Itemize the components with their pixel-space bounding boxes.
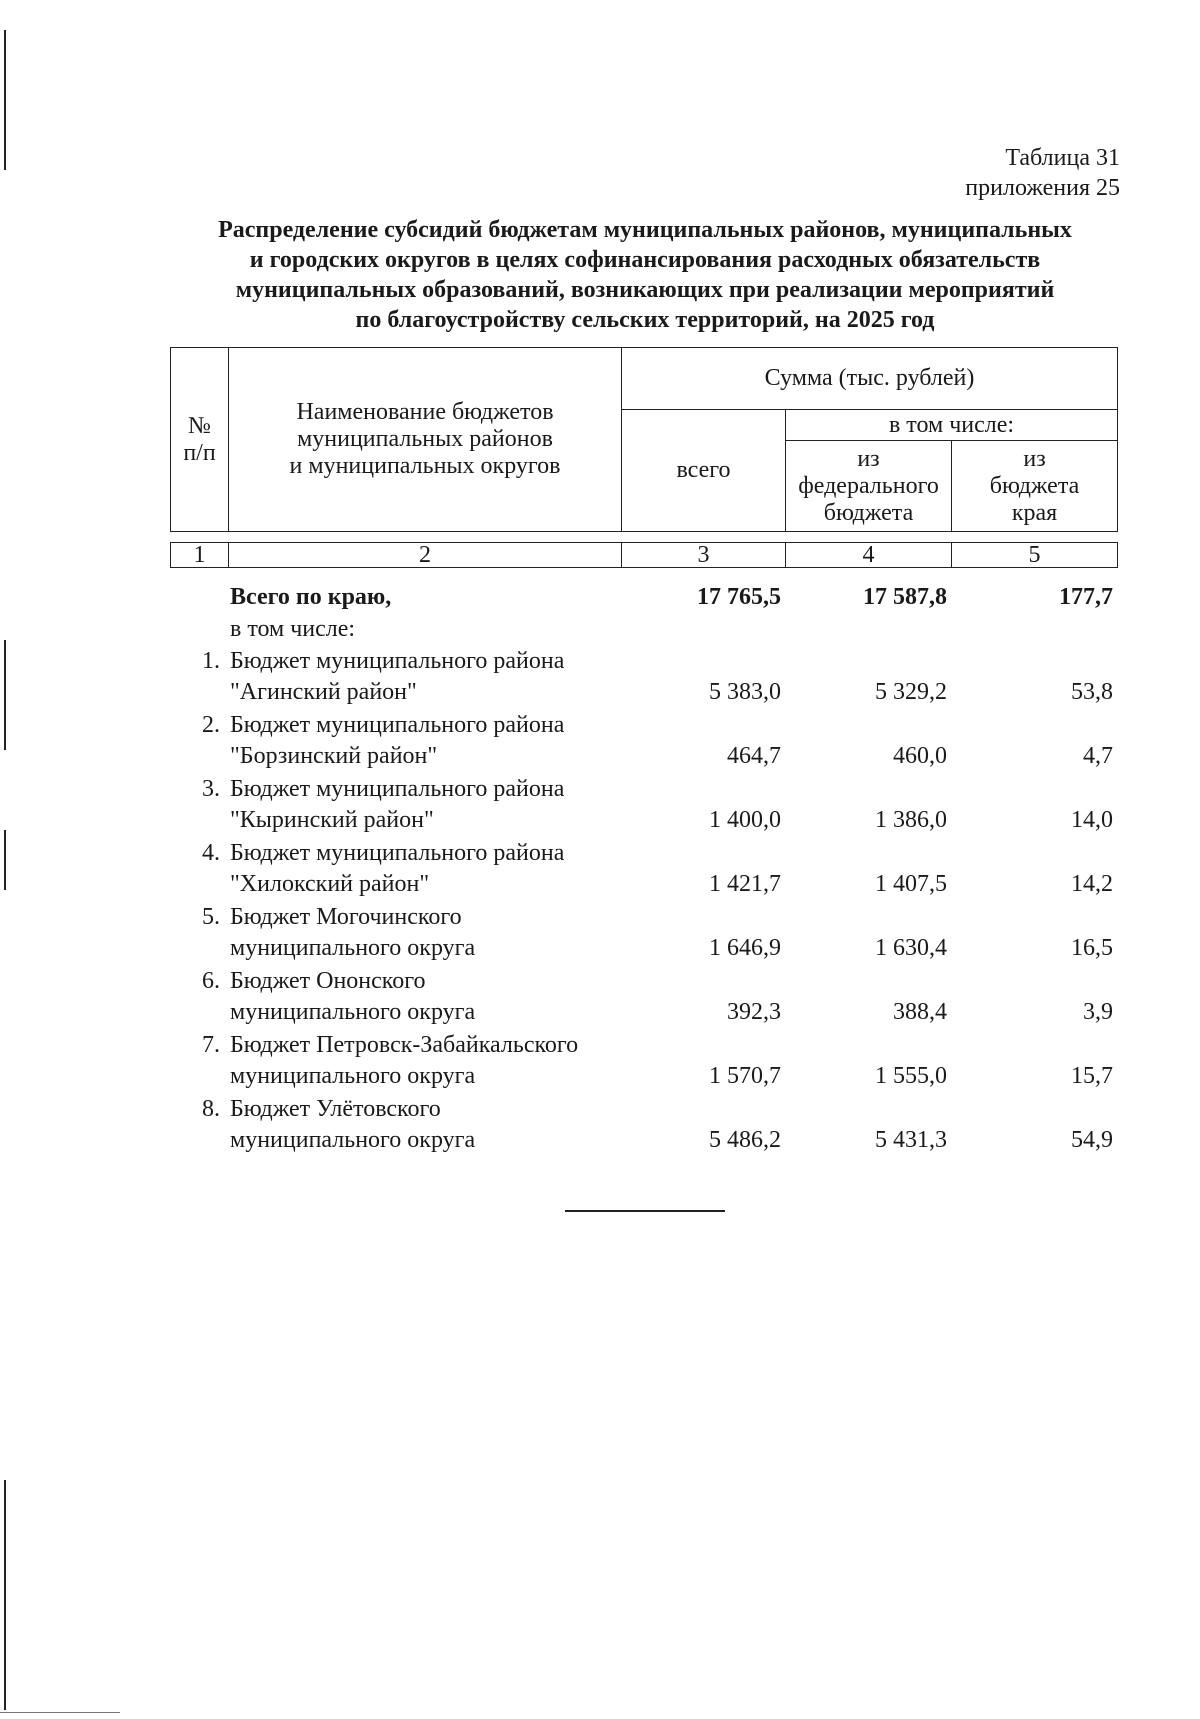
title-line: муниципальных образований, возникающих при реализации мероприятий xyxy=(235,277,1055,303)
table-header xyxy=(170,347,1118,532)
title-line: и городских округов в целях софинансирования расходных обязательств xyxy=(249,247,1041,273)
header-region-cell xyxy=(952,441,1118,532)
header-text: из xyxy=(1023,445,1046,472)
table-body xyxy=(170,582,1117,1158)
federal-value: 460,0 xyxy=(893,743,947,769)
header-text: Наименование бюджетов xyxy=(296,399,554,425)
table-row xyxy=(170,838,1117,902)
table-row xyxy=(170,1094,1117,1158)
row-number: 4. xyxy=(202,840,220,866)
row-number: 1. xyxy=(202,648,220,674)
title-line: по благоустройству сельских территорий, на 2025 год xyxy=(355,307,935,333)
title-line: Распределение субсидий бюджетам муниципальных районов, муниципальных xyxy=(218,217,1072,243)
total-value: 1 570,7 xyxy=(709,1063,781,1089)
header-text: бюджета xyxy=(989,472,1080,499)
header-text: бюджета xyxy=(823,499,914,526)
federal-value: 1 555,0 xyxy=(875,1063,947,1089)
total-value: 1 400,0 xyxy=(709,807,781,833)
region-value: 177,7 xyxy=(1059,584,1113,610)
region-value: 15,7 xyxy=(1071,1063,1113,1089)
total-value: 17 765,5 xyxy=(697,584,781,610)
end-divider xyxy=(565,1210,725,1212)
column-number: 5 xyxy=(952,543,1118,568)
column-number: 4 xyxy=(786,543,952,568)
scan-edge-mark xyxy=(4,830,6,890)
total-label: Всего по краю, xyxy=(230,584,392,610)
federal-value: 1 630,4 xyxy=(875,935,947,961)
total-value: 464,7 xyxy=(727,743,781,769)
including-row xyxy=(170,613,1117,646)
column-number: 2 xyxy=(229,543,622,568)
region-value: 3,9 xyxy=(1083,999,1113,1025)
table-row xyxy=(170,646,1117,710)
header-sum-cell: Сумма (тыс. рублей) xyxy=(622,348,1118,410)
row-number: 3. xyxy=(202,776,220,802)
table-row xyxy=(170,774,1117,838)
table-row xyxy=(170,966,1117,1030)
region-value: 4,7 xyxy=(1083,743,1113,769)
budget-name: Бюджет муниципального района "Кыринский район" xyxy=(230,776,565,833)
federal-value: 1 407,5 xyxy=(875,871,947,897)
column-number: 3 xyxy=(622,543,786,568)
region-value: 53,8 xyxy=(1071,679,1113,705)
including-label: в том числе: xyxy=(230,616,356,642)
header-name-cell xyxy=(229,348,622,532)
federal-value: 1 386,0 xyxy=(875,807,947,833)
header-including-cell: в том числе: xyxy=(786,410,1118,441)
header-text: федерального xyxy=(798,472,939,499)
row-number: 8. xyxy=(202,1096,220,1122)
table-caption xyxy=(965,143,1120,203)
federal-value: 5 329,2 xyxy=(875,679,947,705)
total-value: 1 421,7 xyxy=(709,871,781,897)
table-row xyxy=(170,902,1117,966)
header-text: из xyxy=(857,445,880,472)
caption-appendix: приложения 25 xyxy=(965,175,1120,201)
scan-edge-mark xyxy=(4,1480,6,1710)
column-number-row xyxy=(170,542,1118,568)
header-total-cell: всего xyxy=(622,410,786,532)
total-value: 5 383,0 xyxy=(709,679,781,705)
federal-value: 388,4 xyxy=(893,999,947,1025)
budget-name: Бюджет муниципального района "Борзинский район" xyxy=(230,712,565,769)
scan-edge-mark xyxy=(4,640,6,750)
table-row xyxy=(170,710,1117,774)
total-value: 392,3 xyxy=(727,999,781,1025)
header-number-cell xyxy=(171,348,229,532)
header-federal-cell xyxy=(786,441,952,532)
scan-edge-mark xyxy=(4,30,6,170)
total-row xyxy=(170,582,1117,613)
row-number: 7. xyxy=(202,1032,220,1058)
row-number: 2. xyxy=(202,712,220,738)
budget-name: Бюджет муниципального района "Агинский район" xyxy=(230,648,565,705)
document-title xyxy=(160,215,1130,335)
scan-edge-mark xyxy=(0,1712,120,1713)
total-value: 5 486,2 xyxy=(709,1127,781,1153)
column-number: 1 xyxy=(171,543,229,568)
table-row xyxy=(170,1030,1117,1094)
region-value: 14,2 xyxy=(1071,871,1113,897)
row-number xyxy=(170,582,228,613)
budget-name: Бюджет Улётовского муниципального округа xyxy=(230,1096,476,1153)
budget-name: Бюджет Ононского муниципального округа xyxy=(230,968,476,1025)
header-text: п/п xyxy=(183,439,216,466)
header-text: № xyxy=(188,412,211,439)
region-value: 54,9 xyxy=(1071,1127,1113,1153)
row-number: 5. xyxy=(202,904,220,930)
budget-name: Бюджет муниципального района "Хилокский район" xyxy=(230,840,565,897)
header-text: муниципальных районов xyxy=(297,426,553,452)
total-value: 1 646,9 xyxy=(709,935,781,961)
budget-name: Бюджет Могочинского муниципального округа xyxy=(230,904,476,961)
region-value: 14,0 xyxy=(1071,807,1113,833)
federal-value: 5 431,3 xyxy=(875,1127,947,1153)
header-text: края xyxy=(1011,499,1058,526)
region-value: 16,5 xyxy=(1071,935,1113,961)
caption-table-number: Таблица 31 xyxy=(1005,145,1120,171)
header-text: и муниципальных округов xyxy=(289,453,561,479)
row-number: 6. xyxy=(202,968,220,994)
federal-value: 17 587,8 xyxy=(863,584,947,610)
budget-name: Бюджет Петровск-Забайкальского муниципального округа xyxy=(230,1032,579,1089)
